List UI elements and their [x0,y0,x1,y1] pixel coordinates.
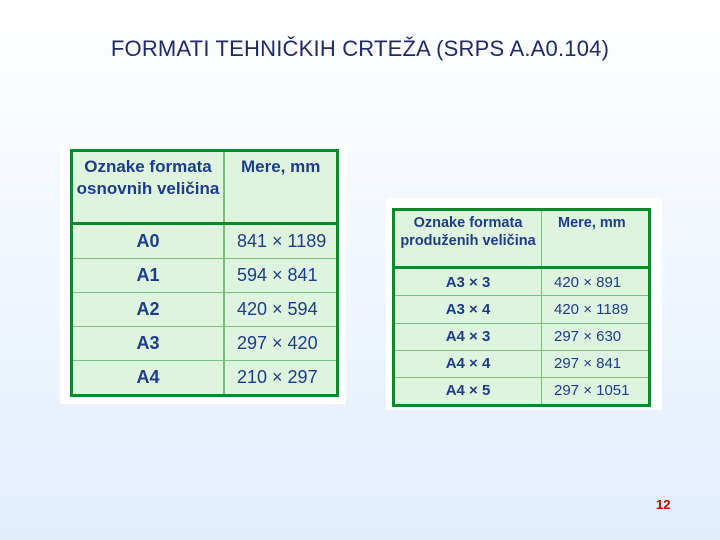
format-dimensions: 297 × 841 [542,350,650,377]
table-row [394,377,650,405]
slide-title: FORMATI TEHNIČKIH CRTEŽA (SRPS A.A0.104) [110,36,610,61]
table-row [72,360,338,395]
format-code: A4 × 5 [394,377,542,405]
format-code: A1 [72,259,225,293]
format-dimensions: 420 × 594 [224,293,338,327]
format-code: A3 × 4 [394,296,542,323]
format-dimensions: 420 × 1189 [542,296,650,323]
table-row [72,293,338,327]
format-dimensions: 297 × 1051 [542,377,650,405]
extended-formats-table [392,208,651,407]
table-row [72,224,338,259]
format-dimensions: 210 × 297 [224,360,338,395]
format-code: A3 × 3 [394,268,542,296]
header-format-code: Oznake formata produženih veličina [394,210,542,268]
format-code: A4 × 4 [394,350,542,377]
table-row [394,323,650,350]
format-code: A0 [72,224,225,259]
format-code: A3 [72,326,225,360]
table-row [72,259,338,293]
table-header-row [72,151,338,224]
table-row [394,350,650,377]
page-number: 12 [656,497,671,512]
format-code: A4 × 3 [394,323,542,350]
format-dimensions: 841 × 1189 [224,224,338,259]
table-row [394,296,650,323]
format-dimensions: 594 × 841 [224,259,338,293]
header-format-code: Oznake formata osnovnih veličina [72,151,225,224]
table-row [394,268,650,296]
header-dimensions: Mere, mm [542,210,650,268]
table-header-row [394,210,650,268]
extended-formats-panel [386,198,662,410]
basic-formats-table [70,149,339,397]
basic-formats-panel [60,144,346,404]
format-dimensions: 297 × 630 [542,323,650,350]
header-dimensions: Mere, mm [224,151,338,224]
format-dimensions: 297 × 420 [224,326,338,360]
format-code: A2 [72,293,225,327]
format-dimensions: 420 × 891 [542,268,650,296]
format-code: A4 [72,360,225,395]
table-row [72,326,338,360]
